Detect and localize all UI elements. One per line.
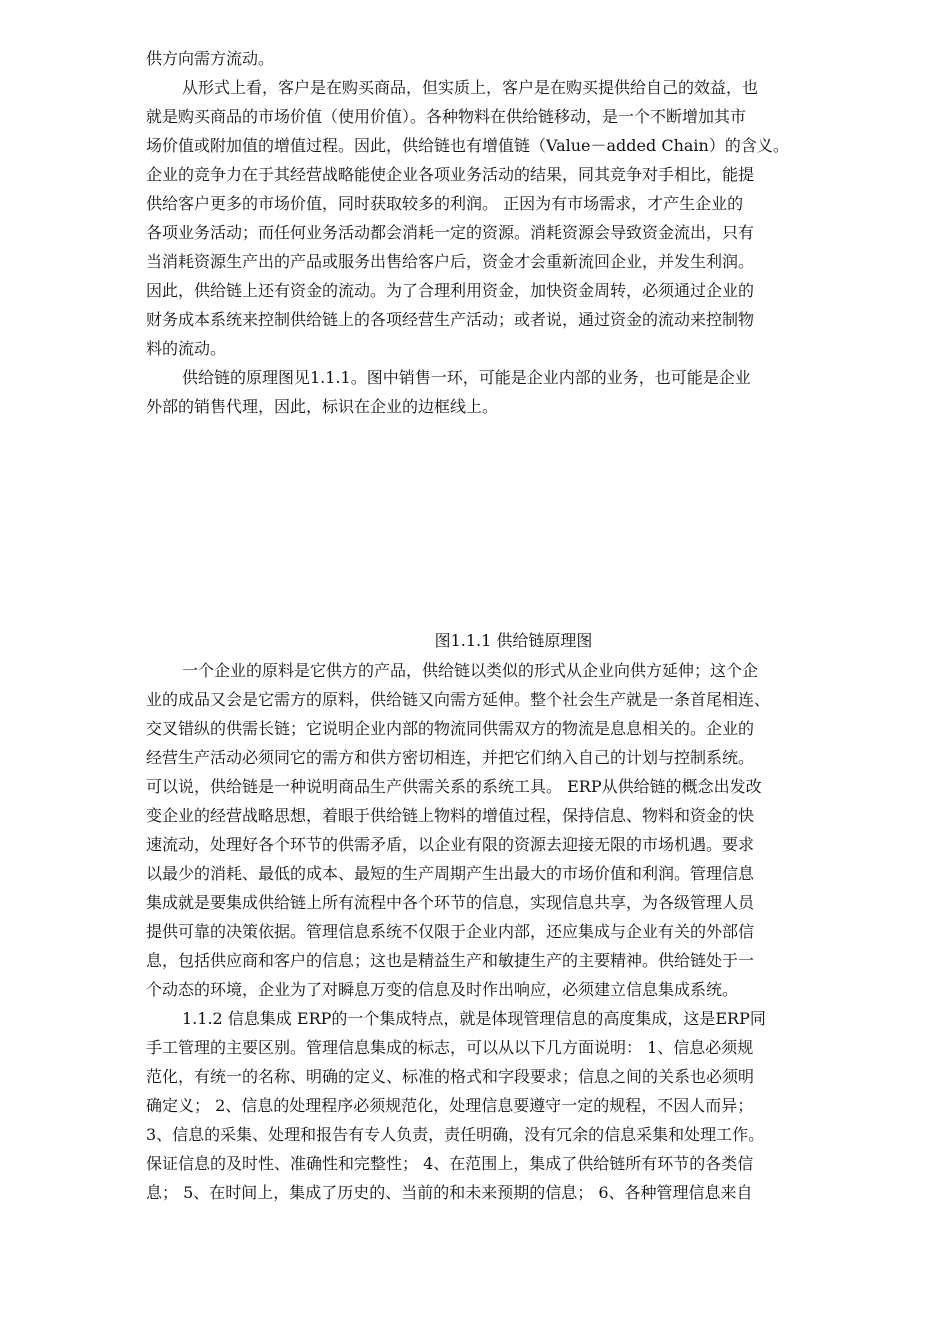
text-line: 以最少的消耗、最低的成本、最短的生产周期产生出最大的市场价值和利润。管理信息 [146,864,755,883]
text-line: 3、信息的采集、处理和报告有专人负责，责任明确，没有冗余的信息采集和处理工作。 [146,1125,765,1144]
text-line: 确定义； 2、信息的处理程序必须规范化，处理信息要遵守一定的规程，不因人而异； [146,1096,754,1115]
paragraph-start: 从形式上看，客户是在购买商品，但实质上，客户是在购买提供给自己的效益，也 [182,78,759,97]
text-line: 息，包括供应商和客户的信息；这也是精益生产和敏捷生产的主要精神。供给链处于一 [146,951,755,970]
text-line: 个动态的环境，企业为了对瞬息万变的信息及时作出响应，必须建立信息集成系统。 [146,980,739,999]
text-line: 可以说，供给链是一种说明商品生产供需关系的系统工具。 ERP从供给链的概念出发改 [146,777,762,796]
text-block-supply-chain-value [146,44,881,421]
text-line: 提供可靠的决策依据。管理信息系统不仅限于企业内部，还应集成与企业有关的外部信 [146,922,755,941]
text-line: 范化，有统一的名称、明确的定义、标准的格式和字段要求；信息之间的关系也必须明 [146,1067,755,1086]
figure-placeholder [146,436,881,626]
section-heading-paragraph: 1.1.2 信息集成 ERP的一个集成特点，就是体现管理信息的高度集成，这是ERP同 [182,1009,766,1028]
text-line: 企业的竞争力在于其经营战略能使企业各项业务活动的结果，同其竞争对手相比，能提 [146,165,755,184]
paragraph-start: 供给链的原理图见1.1.1。图中销售一环，可能是企业内部的业务，也可能是企业 [182,368,751,387]
text-line: 手工管理的主要区别。管理信息集成的标志，可以从以下几方面说明： 1、信息必须规 [146,1038,754,1057]
text-line: 外部的销售代理，因此，标识在企业的边框线上。 [146,397,499,416]
text-line: 供给客户更多的市场价值，同时获取较多的利润。 正因为有市场需求，才产生企业的 [146,194,744,213]
text-line: 各项业务活动；而任何业务活动都会消耗一定的资源。消耗资源会导致资金流出，只有 [146,223,755,242]
text-line: 息； 5、在时间上，集成了历史的、当前的和未来预期的信息； 6、各种管理信息来自 [146,1183,753,1202]
text-line: 供方向需方流动。 [146,49,275,68]
paragraph-start: 一个企业的原料是它供方的产品，供给链以类似的形式从企业向供方延伸；这个企 [182,661,759,680]
text-line: 财务成本系统来控制供给链上的各项经营生产活动；或者说，通过资金的流动来控制物 [146,310,755,329]
text-line: 变企业的经营战略思想，着眼于供给链上物料的增值过程，保持信息、物料和资金的快 [146,806,755,825]
figure-caption: 图1.1.1 供给链原理图 [434,631,593,650]
text-line: 因此，供给链上还有资金的流动。为了合理利用资金，加快资金周转，必须通过企业的 [146,281,755,300]
text-line: 业的成品又会是它需方的原料，供给链又向需方延伸。整个社会生产就是一条首尾相连、 [146,690,771,709]
text-line: 交叉错纵的供需长链；它说明企业内部的物流同供需双方的物流是息息相关的。企业的 [146,719,755,738]
text-line: 速流动，处理好各个环节的供需矛盾，以企业有限的资源去迎接无限的市场机遇。要求 [146,835,755,854]
text-line: 保证信息的及时性、准确性和完整性； 4、在范围上，集成了供给链所有环节的各类信 [146,1154,754,1173]
text-line: 当消耗资源生产出的产品或服务出售给客户后，资金才会重新流回企业，并发生利润。 [146,252,755,271]
text-line: 场价值或附加值的增值过程。因此，供给链也有增值链（Value－added Chain）的含义。 [146,136,789,155]
text-line: 集成就是要集成供给链上所有流程中各个环节的信息，实现信息共享，为各级管理人员 [146,893,755,912]
text-line: 料的流动。 [146,339,227,358]
text-line: 就是购买商品的市场价值（使用价值）。各种物料在供给链移动，是一个不断增加其市 [146,107,747,126]
text-block-information-integration [146,656,881,1207]
text-line: 经营生产活动必须同它的需方和供方密切相连，并把它们纳入自己的计划与控制系统。 [146,748,755,767]
